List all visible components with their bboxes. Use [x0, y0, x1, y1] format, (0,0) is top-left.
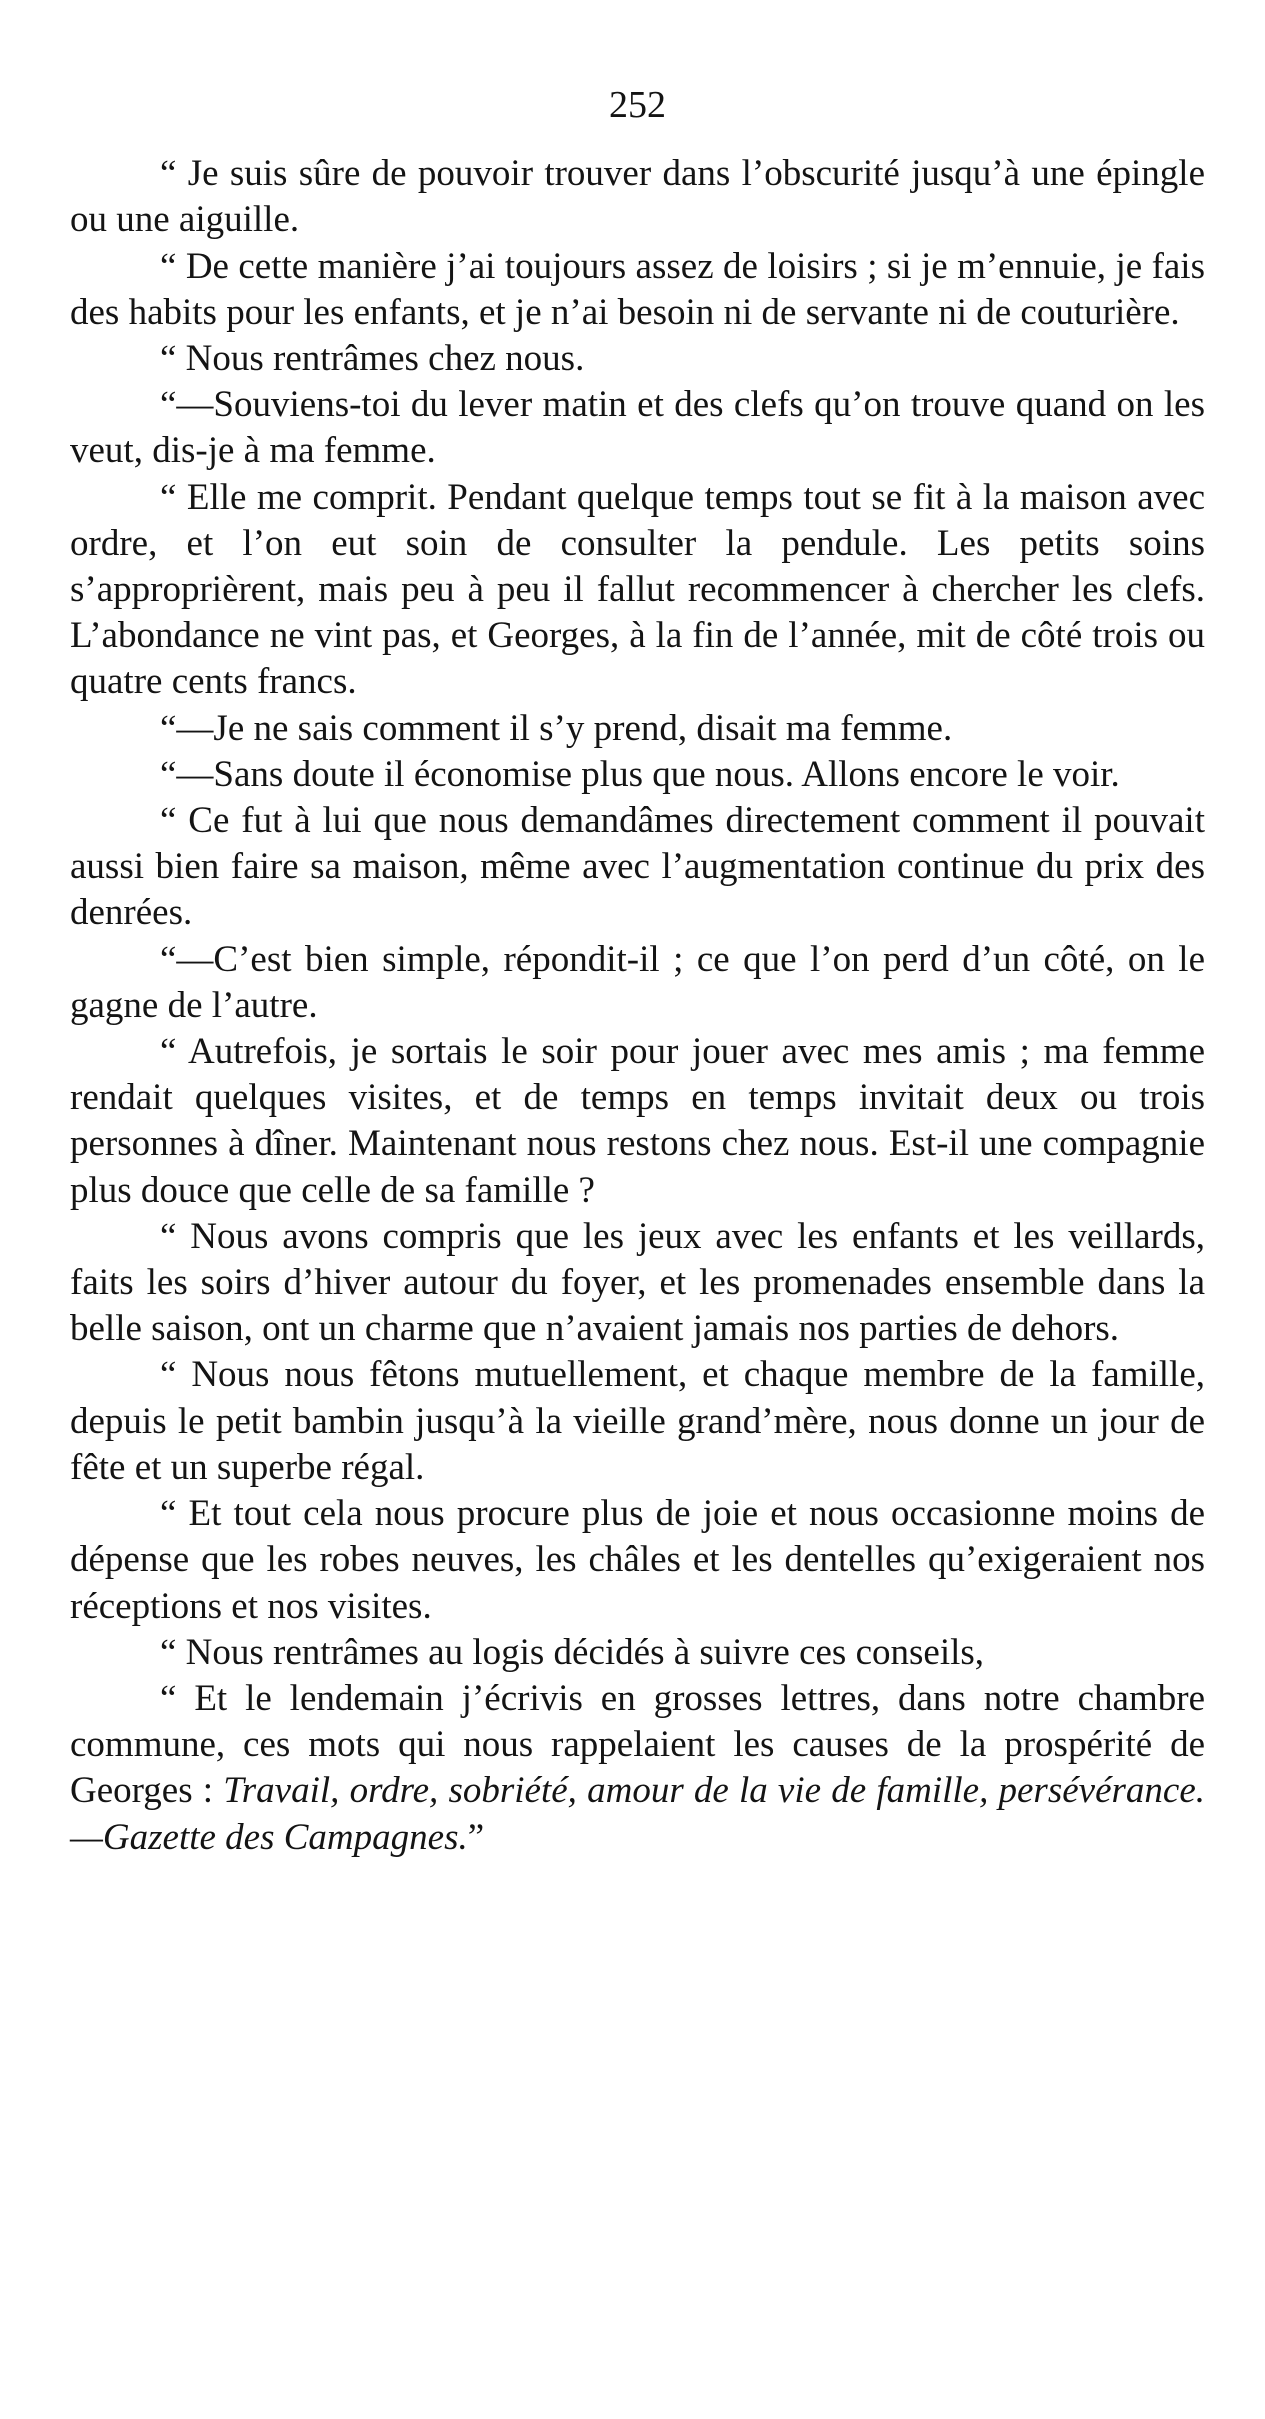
paragraph: “ Nous rentrâmes au logis décidés à suivre ces conseils, [160, 1631, 985, 1673]
final-paragraph [70, 1676, 1205, 1861]
paragraph: “ Nous avons compris que les jeux avec les enfants et les veillards, faits les soirs d’hiver autour du foyer, et les promenades ensemble dans la belle saison, ont un charme que n’avaient jamais nos parties de dehors. [70, 1215, 1205, 1350]
paragraph: “—Sans doute il économise plus que nous. Allons encore le voir. [160, 753, 1120, 795]
book-page [70, 82, 1205, 1861]
paragraph: “ Nous rentrâmes chez nous. [160, 338, 585, 380]
closing-quote: ” [467, 1816, 485, 1858]
paragraph: “—Je ne sais comment il s’y prend, disait ma femme. [160, 707, 953, 749]
paragraph: “ Ce fut à lui que nous demandâmes directement comment il pouvait aussi bien faire sa maison, même avec l’augmentation continue du prix des denrées. [70, 800, 1205, 934]
paragraph: “ Elle me comprit. Pendant quelque temps tout se fit à la maison avec ordre, et l’on eut soin de consulter la pendule. Les petits soins s’approprièrent, mais peu à peu il fallut recommencer à chercher les clefs. L’abondance ne vint pas, et Georges, à la fin de l’année, mit de côté trois ou quatre cents francs. [70, 476, 1205, 703]
body-text [70, 151, 1205, 1861]
paragraph: “—C’est bien simple, répondit-il ; ce que l’on perd d’un côté, on le gagne de l’autre. [70, 938, 1205, 1026]
paragraph: “ De cette manière j’ai toujours assez de loisirs ; si je m’ennuie, je fais des habits pour les enfants, et je n’ai besoin ni de servante ni de couturière. [70, 245, 1205, 333]
page-number: 252 [609, 84, 666, 126]
paragraph: “ Nous nous fêtons mutuellement, et chaque membre de la famille, depuis le petit bambin jusqu’à la vieille grand’mère, nous donne un jour de fête et un superbe régal. [70, 1354, 1205, 1488]
paragraph: “ Et tout cela nous procure plus de joie et nous occasionne moins de dépense que les robes neuves, les châles et les dentelles qu’exigeraient nos réceptions et nos visites. [70, 1493, 1205, 1627]
paragraph: “ Je suis sûre de pouvoir trouver dans l’obscurité jusqu’à une épingle ou une aiguille. [70, 153, 1205, 241]
paragraph: “ Autrefois, je sortais le soir pour jouer avec mes amis ; ma femme rendait quelques visites, et de temps en temps invitait deux ou trois personnes à dîner. Maintenant nous restons chez nous. Est-il une compagnie plus douce que celle de sa famille ? [70, 1031, 1205, 1211]
paragraph: “—Souviens-toi du lever matin et des clefs qu’on trouve quand on les veut, dis-je à ma femme. [70, 384, 1205, 472]
final-paragraph-text: “ Et le lendemain j’écrivis en grosses lettres, dans notre chambre commune, ces mots qui nous rappelaient les causes de la prospérité de Georges : [70, 1677, 1205, 1812]
closing-maxim-and-source: Travail, ordre, sobriété, amour de la vie de famille, persévérance.—Gazette des Campagnes. [70, 1770, 1205, 1858]
